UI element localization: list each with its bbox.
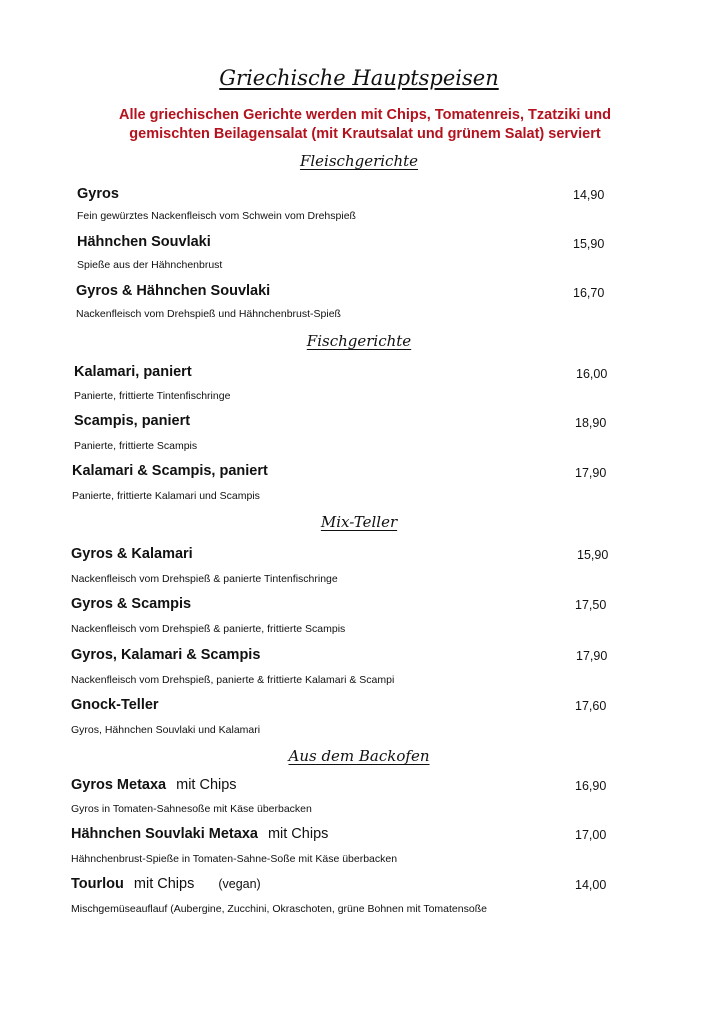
menu-item-description: Panierte, frittierte Kalamari und Scampis (72, 490, 260, 502)
menu-item-name (71, 826, 328, 842)
section-title-fleischgerichte: Fleischgerichte (299, 152, 419, 170)
menu-item-side: mit Chips (267, 826, 329, 842)
menu-item-price: 17,00 (575, 828, 607, 842)
menu-item-name-text: Gyros Metaxa (71, 777, 167, 793)
menu-item-price: 14,00 (575, 878, 607, 892)
menu-item-description: Panierte, frittierte Scampis (74, 440, 198, 452)
menu-item-description: Nackenfleisch vom Drehspieß & panierte, frittierte Scampis (71, 623, 346, 635)
menu-item-name: Kalamari, paniert (74, 364, 192, 380)
menu-item-price: 16,00 (576, 367, 608, 381)
page-title: Griechische Hauptspeisen (219, 66, 499, 90)
menu-item-name (71, 876, 261, 892)
menu-item-price: 17,90 (575, 466, 607, 480)
menu-item-side: mit Chips (176, 777, 237, 793)
menu-item-side: mit Chips (133, 876, 195, 892)
section-title-mix-teller: Mix-Teller (320, 513, 398, 531)
menu-item-description: Fein gewürztes Nackenfleisch vom Schwein vom Drehspieß (77, 210, 356, 222)
menu-item-price: 14,90 (573, 188, 605, 202)
menu-item-description: Gyros in Tomaten-Sahnesoße mit Käse überbacken (71, 803, 312, 815)
menu-item-name: Hähnchen Souvlaki (77, 234, 211, 250)
menu-item-price: 15,90 (577, 548, 609, 562)
menu-item-price: 17,90 (576, 649, 608, 663)
menu-item-name: Gyros, Kalamari & Scampis (71, 647, 261, 663)
menu-item-name: Gyros & Hähnchen Souvlaki (76, 283, 271, 299)
menu-subtitle (60, 106, 670, 144)
section-title-aus-dem-backofen: Aus dem Backofen (288, 747, 430, 765)
menu-item-name-text: Hähnchen Souvlaki Metaxa (71, 826, 258, 842)
menu-item-name: Scampis, paniert (74, 413, 191, 429)
subtitle-line-2: gemischten Beilagensalat (mit Krautsalat und grünem Salat) serviert (129, 126, 601, 142)
menu-item-price: 16,70 (573, 286, 605, 300)
menu-item-name (71, 777, 237, 793)
vegan-badge: (vegan) (218, 877, 261, 891)
menu-item-description: Spieße aus der Hähnchenbrust (77, 259, 223, 271)
menu-item-description: Mischgemüseauflauf (Aubergine, Zucchini, Okraschoten, grüne Bohnen mit Tomatensoße (71, 903, 487, 915)
menu-item-description: Nackenfleisch vom Drehspieß, panierte & frittierte Kalamari & Scampi (71, 674, 395, 686)
menu-item-price: 17,60 (575, 699, 607, 713)
section-title-fischgerichte: Fischgerichte (306, 332, 412, 350)
menu-item-description: Hähnchenbrust-Spieße in Tomaten-Sahne-Soße mit Käse überbacken (71, 853, 398, 865)
menu-item-name: Gyros & Kalamari (71, 546, 193, 562)
menu-item-description: Nackenfleisch vom Drehspieß & panierte Tintenfischringe (71, 573, 338, 585)
menu-item-price: 17,50 (575, 598, 607, 612)
menu-item-name: Gnock-Teller (71, 697, 159, 713)
menu-item-name: Kalamari & Scampis, paniert (72, 463, 268, 479)
menu-item-name: Gyros & Scampis (71, 596, 192, 612)
menu-item-name-text: Tourlou (71, 876, 124, 892)
subtitle-line-1: Alle griechischen Gerichte werden mit Chips, Tomatenreis, Tzatziki und (118, 107, 612, 123)
menu-item-description: Nackenfleisch vom Drehspieß und Hähnchenbrust-Spieß (76, 308, 341, 320)
menu-item-price: 15,90 (573, 237, 605, 251)
menu-item-price: 18,90 (575, 416, 607, 430)
menu-item-description: Panierte, frittierte Tintenfischringe (74, 390, 231, 402)
menu-item-description: Gyros, Hähnchen Souvlaki und Kalamari (71, 724, 261, 736)
menu-item-price: 16,90 (575, 779, 607, 793)
menu-item-name: Gyros (77, 186, 119, 202)
